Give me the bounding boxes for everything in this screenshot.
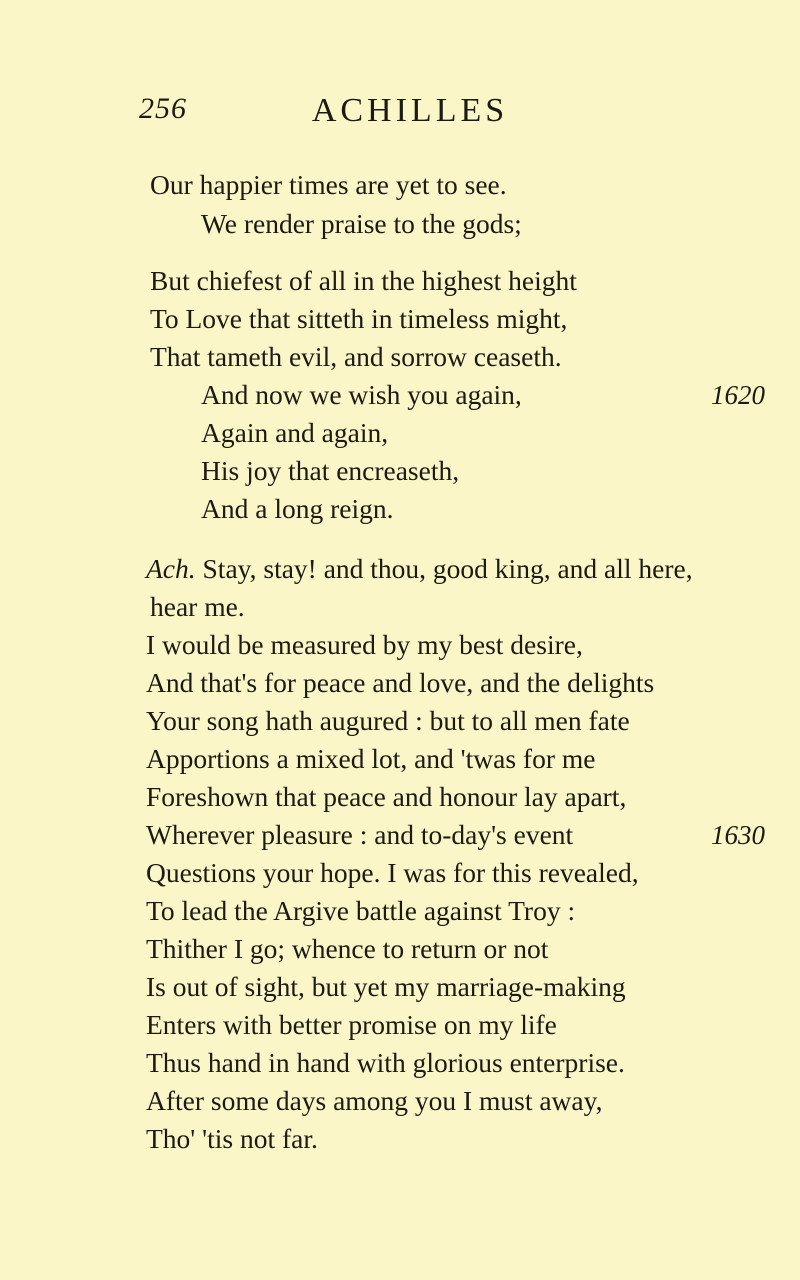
verse-line: Your song hath augured : but to all men fate [146, 705, 630, 736]
line-number: 1620 [711, 380, 765, 410]
verse-line: Apportions a mixed lot, and 'twas for me [146, 743, 596, 774]
verse-line [146, 552, 693, 586]
verse-line: And a long reign. [201, 493, 394, 524]
verse-line: I would be measured by my best desire, [146, 629, 583, 660]
verse-line: Again and again, [201, 417, 389, 448]
verse-line: Wherever pleasure : and to-day's event [146, 819, 574, 850]
verse-line: Enters with better promise on my life [146, 1009, 557, 1040]
verse-line: Our happier times are yet to see. [150, 169, 507, 200]
verse-line: To Love that sitteth in timeless might, [150, 303, 568, 334]
verse-line: hear me. [150, 591, 245, 622]
verse-line: We render praise to the gods; [201, 208, 522, 239]
page-number: 256 [139, 92, 187, 125]
speech-text: Stay, stay! and thou, good king, and all here, [195, 553, 693, 584]
verse-line: His joy that encreaseth, [201, 455, 460, 486]
verse-line: And now we wish you again, [201, 379, 522, 410]
verse-line: That tameth evil, and sorrow ceaseth. [150, 341, 562, 372]
verse-line: Tho' 'tis not far. [146, 1123, 318, 1154]
verse-line: Foreshown that peace and honour lay apart, [146, 781, 627, 812]
verse-line: To lead the Argive battle against Troy : [146, 895, 576, 926]
speaker-name: Ach. [146, 553, 196, 584]
page-header [0, 92, 800, 142]
running-title: ACHILLES [311, 92, 509, 129]
verse-line: Questions your hope. I was for this revealed, [146, 857, 639, 888]
verse-line: Thus hand in hand with glorious enterprise. [146, 1047, 625, 1078]
line-number: 1630 [711, 820, 765, 850]
verse-line: After some days among you I must away, [146, 1085, 603, 1116]
verse-line: Is out of sight, but yet my marriage-making [146, 971, 626, 1002]
verse-line: Thither I go; whence to return or not [146, 933, 549, 964]
verse-line: And that's for peace and love, and the delights [146, 667, 655, 698]
verse-line: But chiefest of all in the highest height [150, 265, 577, 296]
